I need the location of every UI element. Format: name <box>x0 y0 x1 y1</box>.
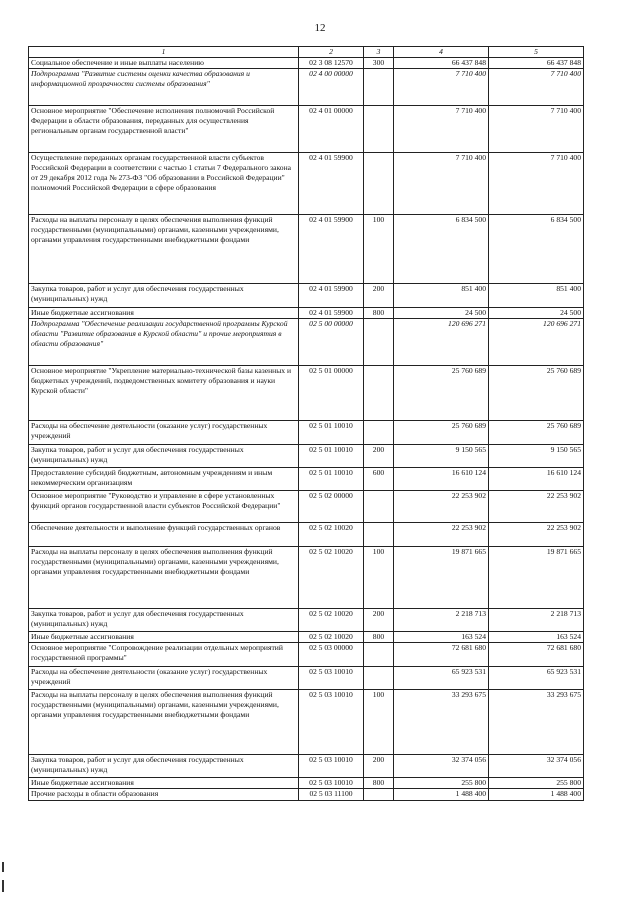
row-type <box>364 421 394 445</box>
row-type <box>364 106 394 153</box>
row-amount-col4: 1 488 400 <box>394 789 489 801</box>
table-row <box>29 69 584 106</box>
row-amount-col5: 7 710 400 <box>489 69 584 106</box>
row-type <box>364 667 394 690</box>
page-number: 12 <box>314 22 326 34</box>
row-type <box>364 789 394 801</box>
row-type: 200 <box>364 755 394 778</box>
row-amount-col5: 7 710 400 <box>489 153 584 215</box>
row-code: 02 5 00 00000 <box>299 319 364 366</box>
row-amount-col4: 120 696 271 <box>394 319 489 366</box>
scan-edge-mark <box>2 880 4 892</box>
scan-edge-mark <box>2 862 4 872</box>
row-amount-col4: 22 253 902 <box>394 491 489 523</box>
table-row <box>29 284 584 308</box>
row-name: Основное мероприятие "Руководство и управление в сфере установленных функций органов государственной власти субъектов Российской Федерации" <box>29 491 299 523</box>
row-amount-col5: 9 150 565 <box>489 445 584 468</box>
column-header: 2 <box>299 47 364 58</box>
row-code: 02 5 03 10010 <box>299 690 364 755</box>
row-amount-col4: 19 871 665 <box>394 547 489 609</box>
table-row <box>29 632 584 643</box>
row-name: Подпрограмма "Обеспечение реализации государственной программы Курской области "Развитие образования в Курской области" и прочие мероприятия в области образования" <box>29 319 299 366</box>
row-type: 100 <box>364 690 394 755</box>
table-row <box>29 755 584 778</box>
row-name: Расходы на выплаты персоналу в целях обеспечения выполнения функций государственными (муниципальными) органами, казенными учреждениями, органами управления государственными внебюджетными фондами <box>29 547 299 609</box>
row-name: Основное мероприятие "Укрепление материально-технической базы казенных и бюджетных учреждений, подведомственных комитету образования и науки Курской области" <box>29 366 299 421</box>
row-amount-col5: 163 524 <box>489 632 584 643</box>
row-name: Расходы на обеспечение деятельности (оказание услуг) государственных учреждений <box>29 667 299 690</box>
row-amount-col4: 25 760 689 <box>394 366 489 421</box>
row-code: 02 5 03 10010 <box>299 667 364 690</box>
row-amount-col4: 32 374 056 <box>394 755 489 778</box>
table-row <box>29 58 584 69</box>
row-amount-col5: 65 923 531 <box>489 667 584 690</box>
row-amount-col4: 72 681 680 <box>394 643 489 667</box>
row-type <box>364 523 394 547</box>
row-name: Закупка товаров, работ и услуг для обеспечения государственных (муниципальных) нужд <box>29 755 299 778</box>
table-row <box>29 468 584 491</box>
row-code: 02 5 03 11100 <box>299 789 364 801</box>
row-code: 02 5 01 00000 <box>299 366 364 421</box>
row-name: Предоставление субсидий бюджетным, автономным учреждениям и иным некоммерческим организациям <box>29 468 299 491</box>
row-code: 02 5 02 10020 <box>299 547 364 609</box>
row-code: 02 5 01 10010 <box>299 421 364 445</box>
table-row <box>29 778 584 789</box>
row-name: Основное мероприятие "Обеспечение исполнения полномочий Российской Федерации в области образования, переданных для осуществления региональным органам государственной власти" <box>29 106 299 153</box>
row-amount-col5: 66 437 848 <box>489 58 584 69</box>
row-type <box>364 319 394 366</box>
table-row <box>29 789 584 801</box>
column-header: 3 <box>364 47 394 58</box>
row-amount-col5: 851 400 <box>489 284 584 308</box>
row-amount-col4: 6 834 500 <box>394 215 489 284</box>
column-number-row <box>29 47 584 58</box>
row-name: Подпрограмма "Развитие системы оценки качества образования и информационной прозрачности системы образования" <box>29 69 299 106</box>
row-type: 200 <box>364 284 394 308</box>
row-amount-col4: 7 710 400 <box>394 106 489 153</box>
row-name: Расходы на выплаты персоналу в целях обеспечения выполнения функций государственными (муниципальными) органами, казенными учреждениями, органами управления государственными внебюджетными фондами <box>29 690 299 755</box>
row-name: Закупка товаров, работ и услуг для обеспечения государственных (муниципальных) нужд <box>29 445 299 468</box>
row-amount-col4: 7 710 400 <box>394 69 489 106</box>
row-name: Иные бюджетные ассигнования <box>29 308 299 319</box>
row-amount-col4: 7 710 400 <box>394 153 489 215</box>
column-header: 1 <box>29 47 299 58</box>
table-row <box>29 445 584 468</box>
row-type: 200 <box>364 445 394 468</box>
table-row <box>29 319 584 366</box>
row-amount-col5: 19 871 665 <box>489 547 584 609</box>
row-amount-col4: 851 400 <box>394 284 489 308</box>
table-row <box>29 106 584 153</box>
row-name: Осуществление переданных органам государственной власти субъектов Российской Федерации в соответствии с частью 1 статьи 7 Федерального закона от 29 декабря 2012 года № 273-ФЗ "Об образовании в Российской Федерации" полномочий Российской Федерации в сфере образования <box>29 153 299 215</box>
row-code: 02 5 02 00000 <box>299 491 364 523</box>
row-type: 100 <box>364 547 394 609</box>
row-amount-col5: 1 488 400 <box>489 789 584 801</box>
row-code: 02 4 01 59900 <box>299 308 364 319</box>
row-type <box>364 69 394 106</box>
row-amount-col4: 33 293 675 <box>394 690 489 755</box>
row-name: Иные бюджетные ассигнования <box>29 632 299 643</box>
row-code: 02 4 01 59900 <box>299 284 364 308</box>
row-amount-col5: 6 834 500 <box>489 215 584 284</box>
column-header: 5 <box>489 47 584 58</box>
row-code: 02 5 01 10010 <box>299 468 364 491</box>
row-code: 02 4 00 00000 <box>299 69 364 106</box>
table-row <box>29 153 584 215</box>
row-amount-col4: 25 760 689 <box>394 421 489 445</box>
row-amount-col5: 24 500 <box>489 308 584 319</box>
row-code: 02 5 02 10020 <box>299 523 364 547</box>
budget-table <box>28 46 584 801</box>
row-code: 02 5 03 10010 <box>299 778 364 789</box>
table-row <box>29 308 584 319</box>
row-type <box>364 491 394 523</box>
table-row <box>29 366 584 421</box>
row-amount-col4: 16 610 124 <box>394 468 489 491</box>
row-name: Закупка товаров, работ и услуг для обеспечения государственных (муниципальных) нужд <box>29 284 299 308</box>
row-type: 800 <box>364 308 394 319</box>
row-name: Иные бюджетные ассигнования <box>29 778 299 789</box>
row-amount-col5: 22 253 902 <box>489 523 584 547</box>
row-code: 02 4 01 59900 <box>299 215 364 284</box>
row-type: 100 <box>364 215 394 284</box>
table-row <box>29 690 584 755</box>
row-name: Основное мероприятие "Сопровождение реализации отдельных мероприятий государственной программы" <box>29 643 299 667</box>
row-code: 02 5 03 10010 <box>299 755 364 778</box>
row-type: 200 <box>364 609 394 632</box>
table-row <box>29 215 584 284</box>
table-row <box>29 547 584 609</box>
row-type: 800 <box>364 632 394 643</box>
row-amount-col5: 16 610 124 <box>489 468 584 491</box>
row-amount-col4: 9 150 565 <box>394 445 489 468</box>
row-code: 02 4 01 00000 <box>299 106 364 153</box>
row-name: Социальное обеспечение и иные выплаты населению <box>29 58 299 69</box>
row-code: 02 3 08 12570 <box>299 58 364 69</box>
row-amount-col5: 255 800 <box>489 778 584 789</box>
row-code: 02 5 02 10020 <box>299 609 364 632</box>
row-type <box>364 366 394 421</box>
row-type <box>364 153 394 215</box>
row-type: 600 <box>364 468 394 491</box>
row-amount-col5: 72 681 680 <box>489 643 584 667</box>
column-header: 4 <box>394 47 489 58</box>
row-amount-col5: 120 696 271 <box>489 319 584 366</box>
row-code: 02 5 02 10020 <box>299 632 364 643</box>
row-name: Прочие расходы в области образования <box>29 789 299 801</box>
table-row <box>29 421 584 445</box>
row-amount-col4: 24 500 <box>394 308 489 319</box>
row-amount-col4: 163 524 <box>394 632 489 643</box>
row-amount-col4: 66 437 848 <box>394 58 489 69</box>
table-row <box>29 667 584 690</box>
row-amount-col5: 25 760 689 <box>489 366 584 421</box>
row-name: Расходы на выплаты персоналу в целях обеспечения выполнения функций государственными (муниципальными) органами, казенными учреждениями, органами управления государственными внебюджетными фондами <box>29 215 299 284</box>
row-name: Обеспечение деятельности и выполнение функций государственных органов <box>29 523 299 547</box>
row-code: 02 4 01 59900 <box>299 153 364 215</box>
table-row <box>29 523 584 547</box>
table-row <box>29 643 584 667</box>
row-amount-col4: 65 923 531 <box>394 667 489 690</box>
row-amount-col5: 22 253 902 <box>489 491 584 523</box>
row-type <box>364 643 394 667</box>
row-amount-col5: 7 710 400 <box>489 106 584 153</box>
table-row <box>29 491 584 523</box>
row-amount-col5: 32 374 056 <box>489 755 584 778</box>
row-name: Закупка товаров, работ и услуг для обеспечения государственных (муниципальных) нужд <box>29 609 299 632</box>
table-row <box>29 609 584 632</box>
row-type: 800 <box>364 778 394 789</box>
row-amount-col5: 25 760 689 <box>489 421 584 445</box>
row-name: Расходы на обеспечение деятельности (оказание услуг) государственных учреждений <box>29 421 299 445</box>
row-amount-col4: 22 253 902 <box>394 523 489 547</box>
row-type: 300 <box>364 58 394 69</box>
row-code: 02 5 03 00000 <box>299 643 364 667</box>
row-amount-col4: 2 218 713 <box>394 609 489 632</box>
row-amount-col5: 2 218 713 <box>489 609 584 632</box>
row-code: 02 5 01 10010 <box>299 445 364 468</box>
row-amount-col4: 255 800 <box>394 778 489 789</box>
row-amount-col5: 33 293 675 <box>489 690 584 755</box>
